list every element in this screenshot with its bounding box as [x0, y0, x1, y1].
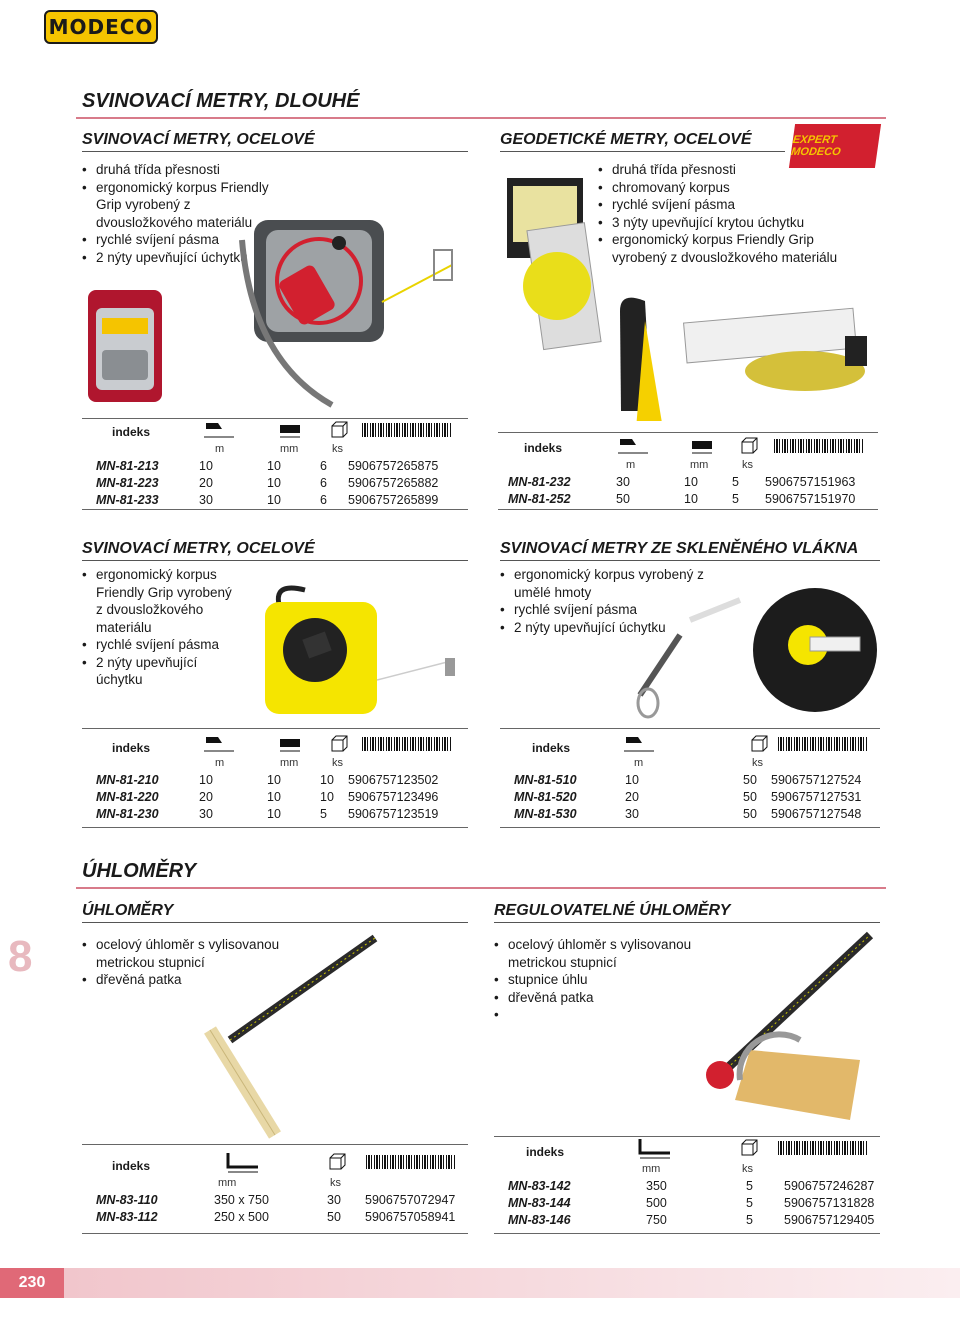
unit-mm: mm: [690, 459, 709, 471]
table-row: [92, 457, 442, 474]
cell: 750: [646, 1212, 667, 1227]
cell: 5906757265899: [348, 492, 439, 507]
table-row: [504, 490, 859, 507]
unit-m: m: [215, 443, 225, 455]
bullet: • 2 nýty upevňující úchytku: [82, 654, 242, 689]
sec5-rule: [82, 922, 468, 923]
cell: 10: [320, 789, 334, 804]
cell: 5906757131828: [784, 1195, 875, 1210]
cell: MN-81-223: [96, 475, 159, 490]
package-icon: [740, 1139, 758, 1162]
cell: 5: [320, 806, 327, 821]
table-row: [504, 1177, 878, 1194]
cell: 20: [199, 475, 213, 490]
unit-ks: ks: [752, 757, 763, 769]
cell: 500: [646, 1195, 667, 1210]
cell: 50: [743, 806, 757, 821]
bullet: • ocelový úhloměr s vylisovanou metrickou stupnicí: [494, 936, 714, 971]
square-ruler-image: [190, 930, 390, 1145]
cell: MN-81-233: [96, 492, 159, 507]
bullet: • druhá třída přesnosti: [82, 161, 282, 179]
sec4-table-box: [500, 728, 880, 828]
unit-mm: mm: [218, 1177, 237, 1189]
cell: 350 x 750: [214, 1192, 269, 1207]
footer-band: [64, 1268, 960, 1298]
cell: 30: [625, 806, 639, 821]
tape-length-icon: [202, 733, 236, 760]
sec3-table-box: [82, 728, 468, 828]
table-row: [92, 1208, 459, 1225]
package-icon: [740, 437, 758, 460]
cell: 5906757123519: [348, 806, 439, 821]
table-row: [510, 788, 865, 805]
table-row: [92, 788, 442, 805]
cell: MN-81-530: [514, 806, 577, 821]
chapter-tab: [0, 900, 46, 1004]
sec3-title: SVINOVACÍ METRY, OCELOVÉ: [82, 540, 315, 557]
cell: 5: [732, 491, 739, 506]
cell: 5906757129405: [784, 1212, 875, 1227]
cell: 30: [199, 492, 213, 507]
cell: 10: [199, 772, 213, 787]
bullet: • rychlé svíjení pásma: [82, 231, 282, 249]
bullet: • 2 nýty upevňující úchytku: [500, 619, 710, 637]
fiberglass-tape-image: [610, 585, 885, 720]
unit-ks: ks: [332, 443, 343, 455]
sec5-index-header: indeks: [112, 1159, 151, 1173]
bullet: • rychlé svíjení pásma: [82, 636, 242, 654]
bullet: • rychlé svíjení pásma: [500, 601, 710, 619]
sec5-title: ÚHLOMĚRY: [82, 902, 174, 919]
sec6-table-box: [494, 1136, 880, 1234]
cell: 6: [320, 492, 327, 507]
sec2-table: [504, 473, 859, 507]
table-row: [504, 1194, 878, 1211]
table-row: [92, 805, 442, 822]
table-row: [92, 491, 442, 508]
unit-mm: mm: [642, 1163, 661, 1175]
table-row: [510, 771, 865, 788]
sec1-title: SVINOVACÍ METRY, OCELOVÉ: [82, 131, 315, 148]
bullet: • 2 nýty upevňující úchytku: [82, 249, 282, 267]
cell: 10: [684, 491, 698, 506]
cell: 10: [267, 492, 281, 507]
cell: 5906757151970: [765, 491, 856, 506]
cell: MN-83-110: [96, 1192, 158, 1207]
sec1-rule: [82, 151, 468, 152]
cell: 10: [267, 806, 281, 821]
cell: MN-81-252: [508, 491, 571, 506]
cell: 5906757058941: [365, 1209, 456, 1224]
package-icon: [328, 1153, 346, 1176]
bullet: • ergonomický korpus Friendly Grip vyrobený z dvousložkového materiálu: [598, 231, 858, 266]
table-row: [504, 1211, 878, 1228]
cell: 10: [625, 772, 639, 787]
unit-m: m: [626, 459, 636, 471]
sec3-bullets: [82, 566, 242, 689]
table-row: [92, 474, 442, 491]
sec6-bullets: [494, 936, 714, 1006]
cell: MN-81-210: [96, 772, 159, 787]
cell: 10: [267, 475, 281, 490]
bullet: • rychlé svíjení pásma: [598, 196, 858, 214]
barcode-icon: [362, 737, 452, 751]
modeco-logo: MODECO: [44, 10, 158, 44]
cell: MN-81-220: [96, 789, 159, 804]
barcode-icon: [778, 1141, 868, 1155]
cell: MN-83-146: [508, 1212, 571, 1227]
cell: MN-83-144: [508, 1195, 571, 1210]
cell: 5906757265875: [348, 458, 439, 473]
cell: 5906757072947: [365, 1192, 456, 1207]
sec5-table: [92, 1191, 459, 1225]
sec6-table: [504, 1177, 878, 1228]
sec3-index-header: indeks: [112, 741, 151, 755]
cell: 5906757246287: [784, 1178, 875, 1193]
steel-tape-image: [82, 210, 472, 415]
sec6-rule: [494, 922, 880, 923]
barcode-icon: [774, 439, 864, 453]
bullet: • stupnice úhlu: [494, 971, 714, 989]
sec4-index-header: indeks: [532, 741, 571, 755]
cell: 5906757127524: [771, 772, 862, 787]
cell: 5: [732, 474, 739, 489]
yellow-tape-image: [245, 580, 465, 720]
sec2-rule: [500, 151, 785, 152]
tape-length-icon: [202, 419, 236, 446]
main-title: SVINOVACÍ METRY, DLOUHÉ: [82, 90, 360, 112]
unit-ks: ks: [742, 459, 753, 471]
table-row: [510, 805, 865, 822]
cell: 30: [327, 1192, 341, 1207]
sec6-index-header: indeks: [526, 1145, 565, 1159]
cell: 30: [199, 806, 213, 821]
cell: 5906757127531: [771, 789, 862, 804]
table-row: [92, 771, 442, 788]
unit-mm: mm: [280, 757, 299, 769]
bullet: • ergonomický korpus Friendly Grip vyrobený z dvousložkového materiálu: [82, 179, 282, 232]
cell: 5906757123496: [348, 789, 439, 804]
cell: MN-81-232: [508, 474, 571, 489]
bullet: • druhá třída přesnosti: [598, 161, 858, 179]
square-size-icon: [634, 1137, 674, 1166]
sec4-table: [510, 771, 865, 822]
sec4-title: SVINOVACÍ METRY ZE SKLENĚNÉHO VLÁKNA: [500, 540, 859, 557]
title-rule: [76, 117, 886, 119]
unit-ks: ks: [742, 1163, 753, 1175]
cell: 30: [616, 474, 630, 489]
cell: 50: [743, 772, 757, 787]
cell: 5: [746, 1178, 753, 1193]
sec1-table: [92, 457, 442, 508]
cell: 20: [199, 789, 213, 804]
bullet: • 3 nýty upevňující krytou úchytku: [598, 214, 858, 232]
bullet: • ergonomický korpus Friendly Grip vyrobený z dvousložkového materiálu: [82, 566, 242, 636]
cell: MN-83-112: [96, 1209, 158, 1224]
cell: 10: [267, 772, 281, 787]
unit-m: m: [634, 757, 644, 769]
bullet: • ergonomický korpus vyrobený z umělé hmoty: [500, 566, 710, 601]
unit-ks: ks: [332, 757, 343, 769]
tape-length-icon: [622, 733, 656, 760]
cell: 5906757123502: [348, 772, 439, 787]
cell: 5906757127548: [771, 806, 862, 821]
sec2-table-box: [498, 432, 878, 510]
cell: 6: [320, 475, 327, 490]
barcode-icon: [362, 423, 452, 437]
sec2-index-header: indeks: [524, 441, 563, 455]
unit-mm: mm: [280, 443, 299, 455]
cell: 5: [746, 1212, 753, 1227]
cell: 50: [743, 789, 757, 804]
chapter-number: 8: [8, 932, 33, 981]
sec5-table-box: [82, 1144, 468, 1234]
expert-logo-text: EXPERT MODECO: [790, 134, 842, 158]
cell: MN-81-230: [96, 806, 159, 821]
unit-ks: ks: [330, 1177, 341, 1189]
cell: MN-81-213: [96, 458, 159, 473]
cell: 250 x 500: [214, 1209, 269, 1224]
cell: MN-81-520: [514, 789, 577, 804]
barcode-icon: [366, 1155, 456, 1169]
sec1-index-header: indeks: [112, 425, 151, 439]
adjustable-square-image: [690, 930, 880, 1130]
cell: MN-83-142: [508, 1178, 571, 1193]
main-title-2: ÚHLOMĚRY: [82, 860, 197, 882]
cell: 10: [267, 458, 281, 473]
square-size-icon: [222, 1151, 262, 1180]
title-rule-2: [76, 887, 886, 889]
bullet: • ocelový úhloměr s vylisovanou metrickou stupnicí: [82, 936, 302, 971]
cell: 50: [327, 1209, 341, 1224]
cell: 10: [199, 458, 213, 473]
sec6-title: REGULOVATELNÉ ÚHLOMĚRY: [494, 902, 731, 919]
unit-m: m: [215, 757, 225, 769]
package-icon: [330, 735, 348, 758]
bullet: • chromovaný korpus: [598, 179, 858, 197]
sec3-table: [92, 771, 442, 822]
tape-length-icon: [616, 435, 650, 462]
package-icon: [330, 421, 348, 444]
page-number: 230: [0, 1268, 64, 1298]
cell: 5906757151963: [765, 474, 856, 489]
cell: 5: [746, 1195, 753, 1210]
cell: 350: [646, 1178, 667, 1193]
bullet: • dřevěná patka: [494, 989, 714, 1007]
barcode-icon: [778, 737, 868, 751]
geodetic-tape-image: [505, 176, 885, 421]
table-row: [92, 1191, 459, 1208]
cell: 10: [320, 772, 334, 787]
sec3-rule: [82, 560, 468, 561]
cell: 20: [625, 789, 639, 804]
package-icon: [750, 735, 768, 758]
cell: 10: [267, 789, 281, 804]
sec2-title: GEODETICKÉ METRY, OCELOVÉ: [500, 131, 752, 148]
cell: 10: [684, 474, 698, 489]
cell: 6: [320, 458, 327, 473]
sec1-table-box: [82, 418, 468, 510]
cell: 5906757265882: [348, 475, 439, 490]
sec4-rule: [500, 560, 880, 561]
cell: 50: [616, 491, 630, 506]
cell: MN-81-510: [514, 772, 577, 787]
table-row: [504, 473, 859, 490]
bullet: • dřevěná patka: [82, 971, 302, 989]
